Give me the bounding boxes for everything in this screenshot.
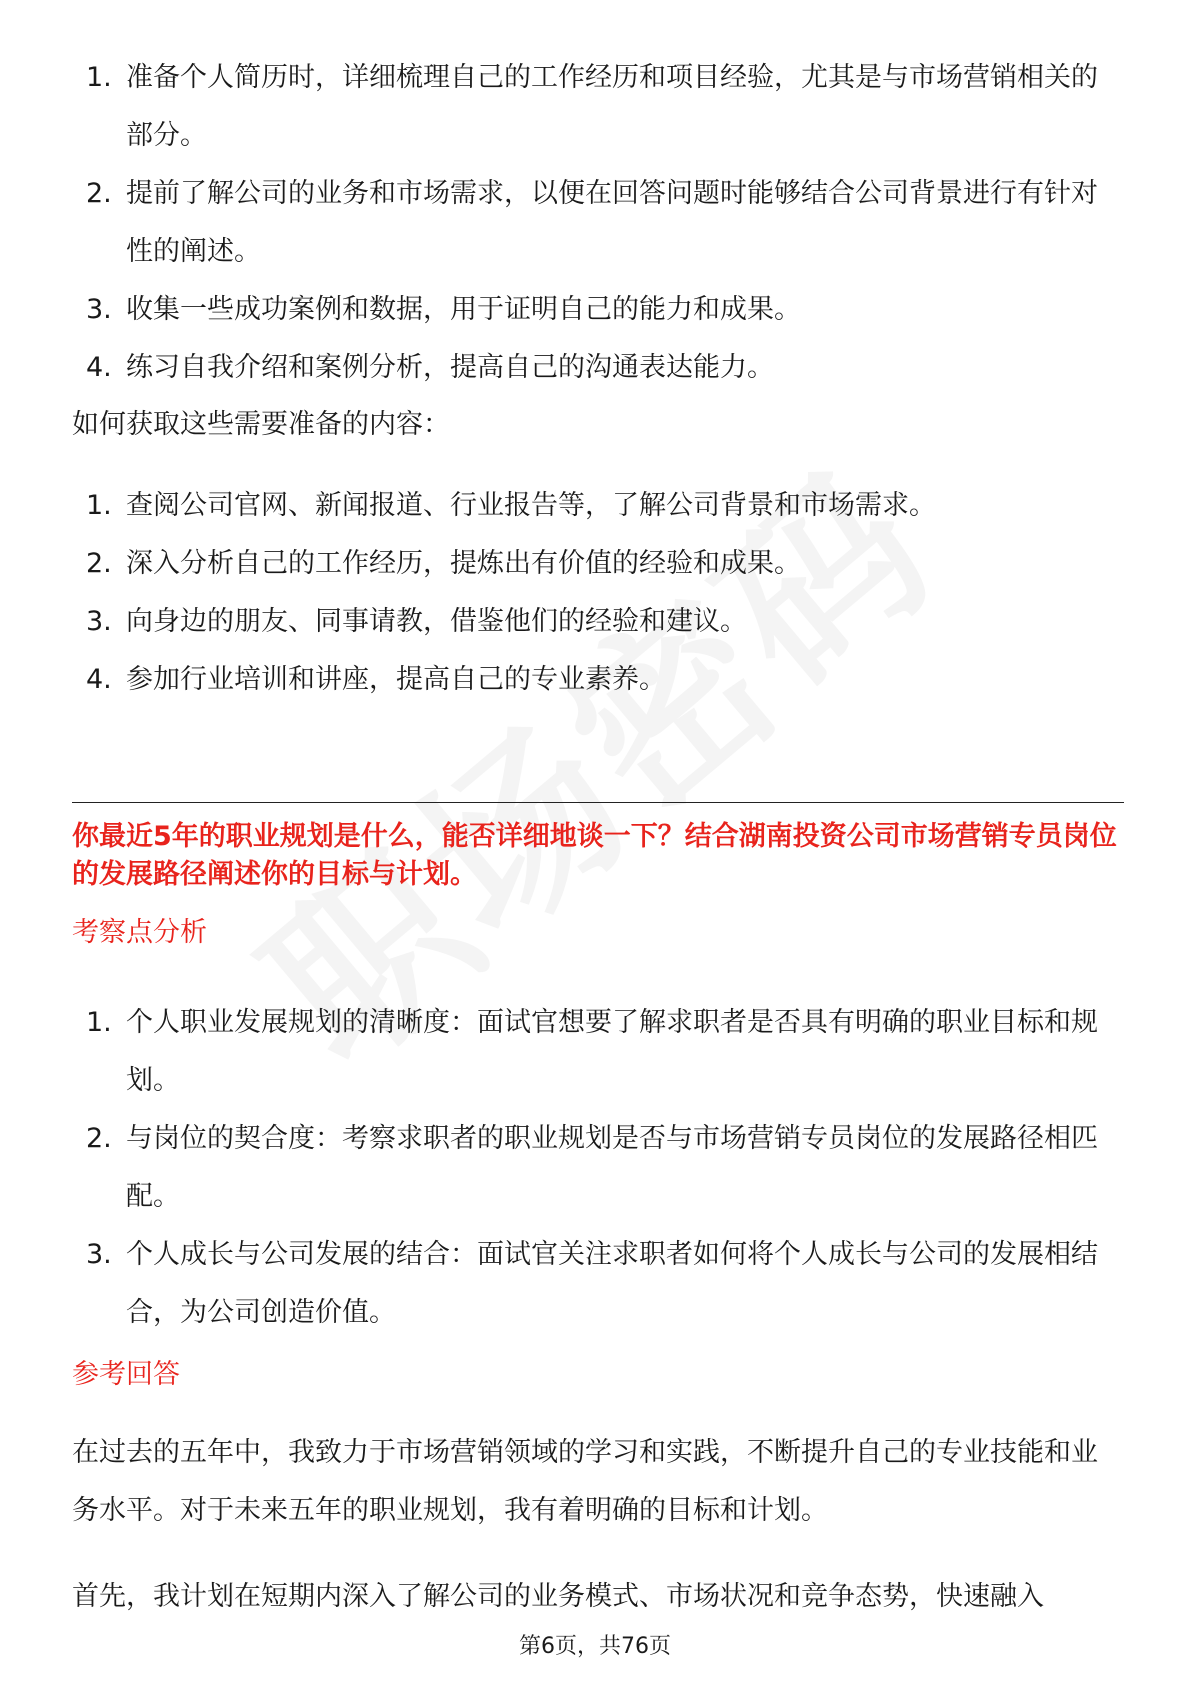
list-number: 2.: [86, 548, 112, 579]
list-text: 查阅公司官网、新闻报道、行业报告等，了解公司背景和市场需求。: [126, 490, 936, 521]
analysis-list: [72, 994, 1122, 1342]
list-number: 1.: [86, 490, 112, 521]
list-item: [72, 477, 1122, 535]
answer-title: 参考回答: [72, 1359, 180, 1390]
list-item: [72, 651, 1122, 709]
list-item: [72, 339, 1122, 397]
list-number: 3.: [86, 606, 112, 637]
analysis-title: 考察点分析: [72, 917, 207, 948]
interview-question: 你最近5年的职业规划是什么，能否详细地谈一下？结合湖南投资公司市场营销专员岗位的发展路径阐述你的目标与计划。: [72, 821, 1117, 890]
list-item: [72, 1110, 1122, 1226]
page-footer: 第6页，共76页: [519, 1634, 671, 1659]
list-number: 3.: [86, 294, 112, 325]
list-text: 准备个人简历时，详细梳理自己的工作经历和项目经验，尤其是与市场营销相关的部分。: [126, 62, 1098, 151]
list-number: 1.: [86, 62, 112, 93]
list-number: 4.: [86, 664, 112, 695]
answer-paragraph: 在过去的五年中，我致力于市场营销领域的学习和实践，不断提升自己的专业技能和业务水平。对于未来五年的职业规划，我有着明确的目标和计划。: [72, 1437, 1098, 1526]
list-number: 4.: [86, 352, 112, 383]
list-number: 1.: [86, 1007, 112, 1038]
list-number: 2.: [86, 1123, 112, 1154]
list-text: 练习自我介绍和案例分析，提高自己的沟通表达能力。: [126, 352, 774, 383]
answer-paragraph: 首先，我计划在短期内深入了解公司的业务模式、市场状况和竞争态势，快速融入: [72, 1581, 1044, 1612]
list-item: [72, 535, 1122, 593]
list-item: [72, 281, 1122, 339]
list-number: 2.: [86, 178, 112, 209]
list-text: 提前了解公司的业务和市场需求，以便在回答问题时能够结合公司背景进行有针对性的阐述。: [126, 178, 1098, 267]
list-item: [72, 165, 1122, 281]
list-text: 深入分析自己的工作经历，提炼出有价值的经验和成果。: [126, 548, 801, 579]
list-text: 个人职业发展规划的清晰度：面试官想要了解求职者是否具有明确的职业目标和规划。: [126, 1007, 1098, 1096]
list-text: 与岗位的契合度：考察求职者的职业规划是否与市场营销专员岗位的发展路径相匹配。: [126, 1123, 1098, 1212]
prep-list: [72, 49, 1122, 397]
list-text: 个人成长与公司发展的结合：面试官关注求职者如何将个人成长与公司的发展相结合，为公司创造价值。: [126, 1239, 1098, 1328]
list-item: [72, 593, 1122, 651]
list-text: 向身边的朋友、同事请教，借鉴他们的经验和建议。: [126, 606, 747, 637]
list-item: [72, 49, 1122, 165]
list-item: [72, 1226, 1122, 1342]
list-text: 收集一些成功案例和数据，用于证明自己的能力和成果。: [126, 294, 801, 325]
list-number: 3.: [86, 1239, 112, 1270]
how-to-list: [72, 477, 1122, 709]
section-divider: [72, 802, 1124, 803]
list-item: [72, 994, 1122, 1110]
list-text: 参加行业培训和讲座，提高自己的专业素养。: [126, 664, 666, 695]
how-to-intro: 如何获取这些需要准备的内容：: [72, 409, 450, 440]
